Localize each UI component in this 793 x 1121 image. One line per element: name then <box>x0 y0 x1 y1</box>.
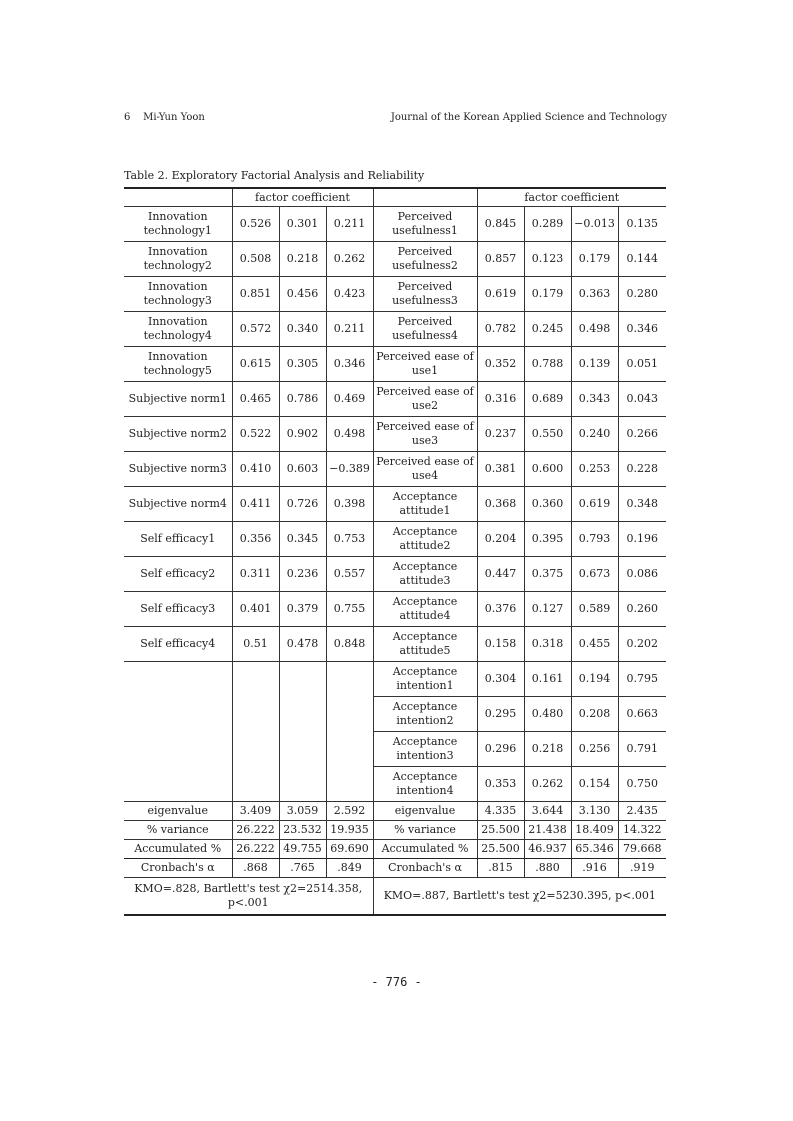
right-coefficient-cell: 0.295 <box>477 697 524 732</box>
right-stat-value: 18.409 <box>571 821 618 840</box>
right-stat-label: Accumulated % <box>373 840 477 859</box>
left-stat-label: Accumulated % <box>124 840 232 859</box>
kmo-left: KMO=.828, Bartlett's test χ2=2514.358, p<.001 <box>124 878 373 916</box>
left-item-label: Innovation technology4 <box>124 312 232 347</box>
left-stat-value: 3.059 <box>279 802 326 821</box>
right-stat-label: eigenvalue <box>373 802 477 821</box>
left-empty-coefficient-cell <box>326 662 373 802</box>
right-item-label: Perceived usefulness4 <box>373 312 477 347</box>
right-coefficient-cell: 0.360 <box>524 487 571 522</box>
table-row <box>124 487 666 522</box>
right-coefficient-cell: 0.237 <box>477 417 524 452</box>
left-coefficient-cell: 0.398 <box>326 487 373 522</box>
right-coefficient-cell: 0.086 <box>618 557 666 592</box>
left-coefficient-cell: 0.311 <box>232 557 279 592</box>
right-coefficient-cell: 0.289 <box>524 207 571 242</box>
right-coefficient-cell: 0.368 <box>477 487 524 522</box>
right-coefficient-cell: 0.245 <box>524 312 571 347</box>
left-empty-coefficient-cell <box>279 662 326 802</box>
left-coefficient-cell: 0.902 <box>279 417 326 452</box>
left-coefficient-cell: 0.615 <box>232 347 279 382</box>
right-item-label: Perceived ease of use4 <box>373 452 477 487</box>
table-row <box>124 592 666 627</box>
right-coefficient-cell: 0.480 <box>524 697 571 732</box>
left-coefficient-cell: 0.851 <box>232 277 279 312</box>
right-coefficient-cell: 0.791 <box>618 732 666 767</box>
right-item-label: Perceived ease of use3 <box>373 417 477 452</box>
right-coefficient-cell: 0.318 <box>524 627 571 662</box>
right-item-label: Acceptance attitude3 <box>373 557 477 592</box>
right-coefficient-cell: 0.353 <box>477 767 524 802</box>
left-coefficient-cell: 0.572 <box>232 312 279 347</box>
left-coefficient-cell: 0.401 <box>232 592 279 627</box>
right-coefficient-cell: 0.663 <box>618 697 666 732</box>
right-item-label: Acceptance intention4 <box>373 767 477 802</box>
right-coefficient-cell: 0.051 <box>618 347 666 382</box>
left-empty-coefficient-cell <box>232 662 279 802</box>
left-item-label: Subjective norm1 <box>124 382 232 417</box>
kmo-right: KMO=.887, Bartlett's test χ2=5230.395, p<.001 <box>373 878 666 916</box>
header-blank-left <box>124 188 232 207</box>
right-coefficient-cell: 0.381 <box>477 452 524 487</box>
right-coefficient-cell: 0.795 <box>618 662 666 697</box>
right-factor-header: factor coefficient <box>477 188 666 207</box>
right-coefficient-cell: 0.253 <box>571 452 618 487</box>
kmo-row <box>124 878 666 916</box>
left-coefficient-cell: 0.340 <box>279 312 326 347</box>
right-stat-label: Cronbach's α <box>373 859 477 878</box>
left-coefficient-cell: 0.603 <box>279 452 326 487</box>
right-item-label: Perceived usefulness2 <box>373 242 477 277</box>
left-coefficient-cell: 0.356 <box>232 522 279 557</box>
table-row <box>124 627 666 662</box>
running-head <box>124 112 667 128</box>
left-stat-value: 3.409 <box>232 802 279 821</box>
right-stat-value: 25.500 <box>477 821 524 840</box>
right-coefficient-cell: 0.144 <box>618 242 666 277</box>
left-coefficient-cell: 0.305 <box>279 347 326 382</box>
right-coefficient-cell: 0.196 <box>618 522 666 557</box>
right-item-label: Acceptance attitude1 <box>373 487 477 522</box>
right-coefficient-cell: 0.161 <box>524 662 571 697</box>
left-coefficient-cell: 0.262 <box>326 242 373 277</box>
left-coefficient-cell: 0.345 <box>279 522 326 557</box>
left-coefficient-cell: 0.726 <box>279 487 326 522</box>
left-factor-header: factor coefficient <box>232 188 373 207</box>
right-item-label: Perceived usefulness1 <box>373 207 477 242</box>
page-footer: - 776 - <box>371 975 422 989</box>
right-coefficient-cell: 0.204 <box>477 522 524 557</box>
table-row <box>124 557 666 592</box>
right-coefficient-cell: 0.194 <box>571 662 618 697</box>
right-coefficient-cell: 0.750 <box>618 767 666 802</box>
right-coefficient-cell: 0.260 <box>618 592 666 627</box>
right-coefficient-cell: 0.857 <box>477 242 524 277</box>
left-item-label: Self efficacy1 <box>124 522 232 557</box>
right-coefficient-cell: 0.689 <box>524 382 571 417</box>
table-row <box>124 347 666 382</box>
left-item-label: Innovation technology1 <box>124 207 232 242</box>
right-coefficient-cell: 0.375 <box>524 557 571 592</box>
stat-row <box>124 859 666 878</box>
right-stat-value: 3.130 <box>571 802 618 821</box>
right-coefficient-cell: 0.550 <box>524 417 571 452</box>
left-coefficient-cell: 0.522 <box>232 417 279 452</box>
right-stat-value: 25.500 <box>477 840 524 859</box>
left-stat-value: .765 <box>279 859 326 878</box>
right-coefficient-cell: 0.316 <box>477 382 524 417</box>
table-row <box>124 452 666 487</box>
left-stat-label: eigenvalue <box>124 802 232 821</box>
right-coefficient-cell: 0.343 <box>571 382 618 417</box>
left-item-label: Self efficacy2 <box>124 557 232 592</box>
author-name: Mi-Yun Yoon <box>143 112 205 123</box>
right-stat-value: .815 <box>477 859 524 878</box>
right-item-label: Perceived usefulness3 <box>373 277 477 312</box>
right-coefficient-cell: 0.218 <box>524 732 571 767</box>
left-stat-label: Cronbach's α <box>124 859 232 878</box>
right-coefficient-cell: 0.158 <box>477 627 524 662</box>
table-row <box>124 277 666 312</box>
right-coefficient-cell: 0.619 <box>477 277 524 312</box>
left-coefficient-cell: 0.456 <box>279 277 326 312</box>
right-coefficient-cell: 0.240 <box>571 417 618 452</box>
left-coefficient-cell: −0.389 <box>326 452 373 487</box>
stat-row <box>124 802 666 821</box>
right-coefficient-cell: 0.123 <box>524 242 571 277</box>
left-stat-value: 26.222 <box>232 840 279 859</box>
right-coefficient-cell: −0.013 <box>571 207 618 242</box>
running-head-left <box>124 112 205 123</box>
right-coefficient-cell: 0.498 <box>571 312 618 347</box>
page-number: 6 <box>124 112 131 123</box>
left-coefficient-cell: 0.236 <box>279 557 326 592</box>
right-coefficient-cell: 0.352 <box>477 347 524 382</box>
left-item-label: Self efficacy3 <box>124 592 232 627</box>
right-coefficient-cell: 0.154 <box>571 767 618 802</box>
right-item-label: Acceptance intention1 <box>373 662 477 697</box>
right-item-label: Acceptance intention3 <box>373 732 477 767</box>
table-caption: Table 2. Exploratory Factorial Analysis and Reliability <box>124 169 425 182</box>
right-stat-value: 46.937 <box>524 840 571 859</box>
left-coefficient-cell: 0.786 <box>279 382 326 417</box>
right-stat-value: 2.435 <box>618 802 666 821</box>
right-item-label: Acceptance intention2 <box>373 697 477 732</box>
right-coefficient-cell: 0.782 <box>477 312 524 347</box>
table-row <box>124 312 666 347</box>
left-coefficient-cell: 0.498 <box>326 417 373 452</box>
left-coefficient-cell: 0.218 <box>279 242 326 277</box>
left-coefficient-cell: 0.848 <box>326 627 373 662</box>
left-coefficient-cell: 0.51 <box>232 627 279 662</box>
left-stat-value: 69.690 <box>326 840 373 859</box>
left-coefficient-cell: 0.755 <box>326 592 373 627</box>
table-row <box>124 242 666 277</box>
right-item-label: Perceived ease of use1 <box>373 347 477 382</box>
left-stat-value: 19.935 <box>326 821 373 840</box>
right-item-label: Perceived ease of use2 <box>373 382 477 417</box>
right-stat-value: 14.322 <box>618 821 666 840</box>
right-stat-value: 79.668 <box>618 840 666 859</box>
right-coefficient-cell: 0.600 <box>524 452 571 487</box>
right-coefficient-cell: 0.447 <box>477 557 524 592</box>
left-stat-value: 23.532 <box>279 821 326 840</box>
right-coefficient-cell: 0.296 <box>477 732 524 767</box>
left-item-label: Subjective norm3 <box>124 452 232 487</box>
left-coefficient-cell: 0.465 <box>232 382 279 417</box>
right-coefficient-cell: 0.228 <box>618 452 666 487</box>
right-coefficient-cell: 0.208 <box>571 697 618 732</box>
right-coefficient-cell: 0.363 <box>571 277 618 312</box>
left-coefficient-cell: 0.410 <box>232 452 279 487</box>
right-stat-value: 4.335 <box>477 802 524 821</box>
right-stat-value: 65.346 <box>571 840 618 859</box>
left-coefficient-cell: 0.301 <box>279 207 326 242</box>
left-coefficient-cell: 0.211 <box>326 207 373 242</box>
table-header-row <box>124 188 666 207</box>
factor-analysis-table <box>124 187 666 916</box>
left-item-label: Innovation technology2 <box>124 242 232 277</box>
left-coefficient-cell: 0.346 <box>326 347 373 382</box>
right-coefficient-cell: 0.346 <box>618 312 666 347</box>
left-coefficient-cell: 0.211 <box>326 312 373 347</box>
right-coefficient-cell: 0.202 <box>618 627 666 662</box>
right-coefficient-cell: 0.179 <box>571 242 618 277</box>
left-stat-value: .849 <box>326 859 373 878</box>
left-stat-value: 49.755 <box>279 840 326 859</box>
right-coefficient-cell: 0.127 <box>524 592 571 627</box>
right-coefficient-cell: 0.455 <box>571 627 618 662</box>
right-stat-value: 21.438 <box>524 821 571 840</box>
left-coefficient-cell: 0.526 <box>232 207 279 242</box>
right-coefficient-cell: 0.845 <box>477 207 524 242</box>
right-stat-value: .880 <box>524 859 571 878</box>
right-coefficient-cell: 0.673 <box>571 557 618 592</box>
right-coefficient-cell: 0.135 <box>618 207 666 242</box>
left-coefficient-cell: 0.557 <box>326 557 373 592</box>
left-coefficient-cell: 0.508 <box>232 242 279 277</box>
right-coefficient-cell: 0.139 <box>571 347 618 382</box>
left-item-label: Self efficacy4 <box>124 627 232 662</box>
right-coefficient-cell: 0.619 <box>571 487 618 522</box>
left-coefficient-cell: 0.411 <box>232 487 279 522</box>
right-coefficient-cell: 0.376 <box>477 592 524 627</box>
right-stat-label: % variance <box>373 821 477 840</box>
right-coefficient-cell: 0.043 <box>618 382 666 417</box>
left-coefficient-cell: 0.423 <box>326 277 373 312</box>
right-coefficient-cell: 0.304 <box>477 662 524 697</box>
right-coefficient-cell: 0.348 <box>618 487 666 522</box>
right-stat-value: .916 <box>571 859 618 878</box>
left-coefficient-cell: 0.379 <box>279 592 326 627</box>
left-coefficient-cell: 0.469 <box>326 382 373 417</box>
right-coefficient-cell: 0.266 <box>618 417 666 452</box>
journal-name: Journal of the Korean Applied Science and Technology <box>390 112 667 123</box>
left-stat-value: 26.222 <box>232 821 279 840</box>
table-row <box>124 417 666 452</box>
header-blank-right <box>373 188 477 207</box>
right-item-label: Acceptance attitude2 <box>373 522 477 557</box>
right-coefficient-cell: 0.280 <box>618 277 666 312</box>
left-item-label: Subjective norm4 <box>124 487 232 522</box>
right-stat-value: .919 <box>618 859 666 878</box>
table-row <box>124 207 666 242</box>
right-item-label: Acceptance attitude5 <box>373 627 477 662</box>
right-coefficient-cell: 0.589 <box>571 592 618 627</box>
left-empty-label-cell <box>124 662 232 802</box>
right-coefficient-cell: 0.262 <box>524 767 571 802</box>
right-coefficient-cell: 0.179 <box>524 277 571 312</box>
stat-row <box>124 840 666 859</box>
stat-row <box>124 821 666 840</box>
right-coefficient-cell: 0.256 <box>571 732 618 767</box>
left-stat-label: % variance <box>124 821 232 840</box>
table-row <box>124 382 666 417</box>
left-coefficient-cell: 0.478 <box>279 627 326 662</box>
left-coefficient-cell: 0.753 <box>326 522 373 557</box>
right-stat-value: 3.644 <box>524 802 571 821</box>
left-stat-value: .868 <box>232 859 279 878</box>
left-item-label: Innovation technology5 <box>124 347 232 382</box>
left-item-label: Subjective norm2 <box>124 417 232 452</box>
right-coefficient-cell: 0.793 <box>571 522 618 557</box>
left-stat-value: 2.592 <box>326 802 373 821</box>
table-row <box>124 662 666 697</box>
right-coefficient-cell: 0.395 <box>524 522 571 557</box>
left-item-label: Innovation technology3 <box>124 277 232 312</box>
table-row <box>124 522 666 557</box>
right-coefficient-cell: 0.788 <box>524 347 571 382</box>
right-item-label: Acceptance attitude4 <box>373 592 477 627</box>
